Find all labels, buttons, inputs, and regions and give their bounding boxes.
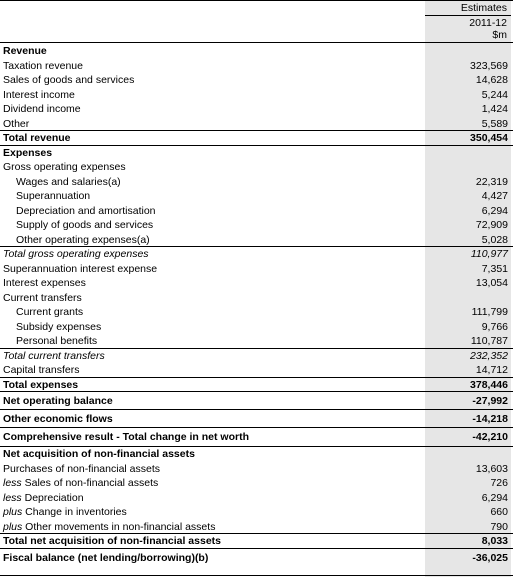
row-prefix: plus [3,520,23,533]
row-label: Personal benefits [16,335,98,347]
header-year: 2011-12 [469,17,507,29]
table-row [0,131,513,146]
table-body [0,44,513,567]
row-value: 378,446 [470,378,508,391]
row-label-text: Purchases of non-financial assets [3,462,161,475]
table-row [0,505,513,520]
row-label [3,476,158,491]
row-value: 14,712 [475,364,508,376]
row-value: 660 [490,506,508,518]
row-label: Comprehensive result - Total change in net worth [3,431,250,443]
row-label [3,462,160,477]
row-value: 323,569 [470,59,508,72]
row-label: Total current transfers [3,349,105,362]
header-unit: $m [492,29,507,41]
table-row [0,447,513,462]
row-label: Subsidy expenses [16,320,102,333]
row-label-text: Depreciation [21,491,84,504]
row-label: Net acquisition of non-financial assets [3,448,195,460]
row-label: Taxation revenue [3,59,83,72]
row-value: 4,427 [481,190,508,202]
table-row [0,392,513,410]
row-value: 232,352 [470,349,508,362]
row-value: 9,766 [481,320,508,333]
row-label: Depreciation and amortisation [16,204,156,217]
header-estimates: Estimates [425,2,511,16]
row-label: Supply of goods and services [16,219,154,231]
row-label: Interest expenses [3,277,86,289]
row-value: 5,589 [481,117,508,130]
row-label: Current transfers [3,291,82,304]
row-value: 110,977 [470,248,508,260]
row-label: Wages and salaries(a) [16,175,121,188]
table-row [0,476,513,491]
row-value: 72,909 [475,219,508,231]
row-value: 7,351 [481,262,508,275]
row-label [3,491,84,506]
table-row [0,117,513,132]
row-value: 14,628 [475,74,508,86]
row-value: 6,294 [481,491,508,504]
header-rule [0,42,513,43]
row-value: 13,054 [475,277,508,289]
table-row [0,59,513,74]
row-label: Net operating balance [3,395,113,407]
row-label-text: Sales of non-financial assets [21,477,159,489]
table-row [0,549,513,567]
table-row [0,520,513,535]
row-label: Total gross operating expenses [3,248,149,260]
table-row [0,378,513,393]
table-row [0,462,513,477]
row-value: 350,454 [470,132,508,144]
table-row [0,410,513,428]
row-label [3,520,215,535]
row-label: Current grants [16,306,84,318]
row-label: Gross operating expenses [3,161,126,173]
table-row [0,233,513,248]
table-row [0,291,513,306]
row-label: Fiscal balance (net lending/borrowing)(b) [3,551,209,564]
table-row [0,334,513,349]
row-value: 110,787 [470,335,508,347]
row-label: Superannuation [16,190,91,202]
table-row [0,349,513,364]
table-row [0,73,513,88]
row-label: Total expenses [3,378,79,391]
row-value: -42,210 [472,431,508,443]
row-label: Revenue [3,45,47,57]
row-label: Total net acquisition of non-financial assets [3,535,221,547]
table-row [0,204,513,219]
table-row [0,247,513,262]
table-row [0,175,513,190]
table-row [0,428,513,447]
top-rule [0,0,513,1]
row-label: Other economic flows [3,413,113,425]
row-prefix: plus [3,506,23,518]
row-value: 5,244 [481,88,508,101]
row-value: 22,319 [475,175,508,188]
row-label: Capital transfers [3,364,80,376]
table-row [0,363,513,378]
table-row [0,44,513,59]
row-prefix: less [3,491,22,504]
table-row [0,88,513,103]
row-label: Dividend income [3,103,81,115]
row-value: -36,025 [472,551,508,564]
table-row [0,305,513,320]
table-row [0,218,513,233]
table-row [0,491,513,506]
row-label [3,505,127,520]
row-value: 5,028 [481,233,508,246]
bottom-rule [0,575,513,576]
row-value: 790 [490,520,508,533]
row-value: -27,992 [472,395,508,407]
row-value: 726 [490,477,508,489]
row-value: 1,424 [481,103,508,115]
table-row [0,146,513,161]
table-row [0,320,513,335]
row-value: 13,603 [475,462,508,475]
row-label-text: Other movements in non-financial assets [22,520,216,533]
row-label-text: Change in inventories [22,506,127,518]
row-label: Total revenue [3,132,71,144]
row-value: 6,294 [481,204,508,217]
row-value: -14,218 [472,413,508,425]
row-label: Superannuation interest expense [3,262,158,275]
table-row [0,276,513,291]
table-row [0,189,513,204]
row-label: Other [3,117,30,130]
table-row [0,102,513,117]
row-prefix: less [3,477,22,489]
row-value: 8,033 [481,535,508,547]
table-row [0,534,513,549]
row-label: Expenses [3,146,53,159]
row-label: Sales of goods and services [3,74,135,86]
table-row [0,160,513,175]
table-row [0,262,513,277]
row-value: 111,799 [471,306,508,318]
row-label: Other operating expenses(a) [16,233,150,246]
row-label: Interest income [3,88,75,101]
